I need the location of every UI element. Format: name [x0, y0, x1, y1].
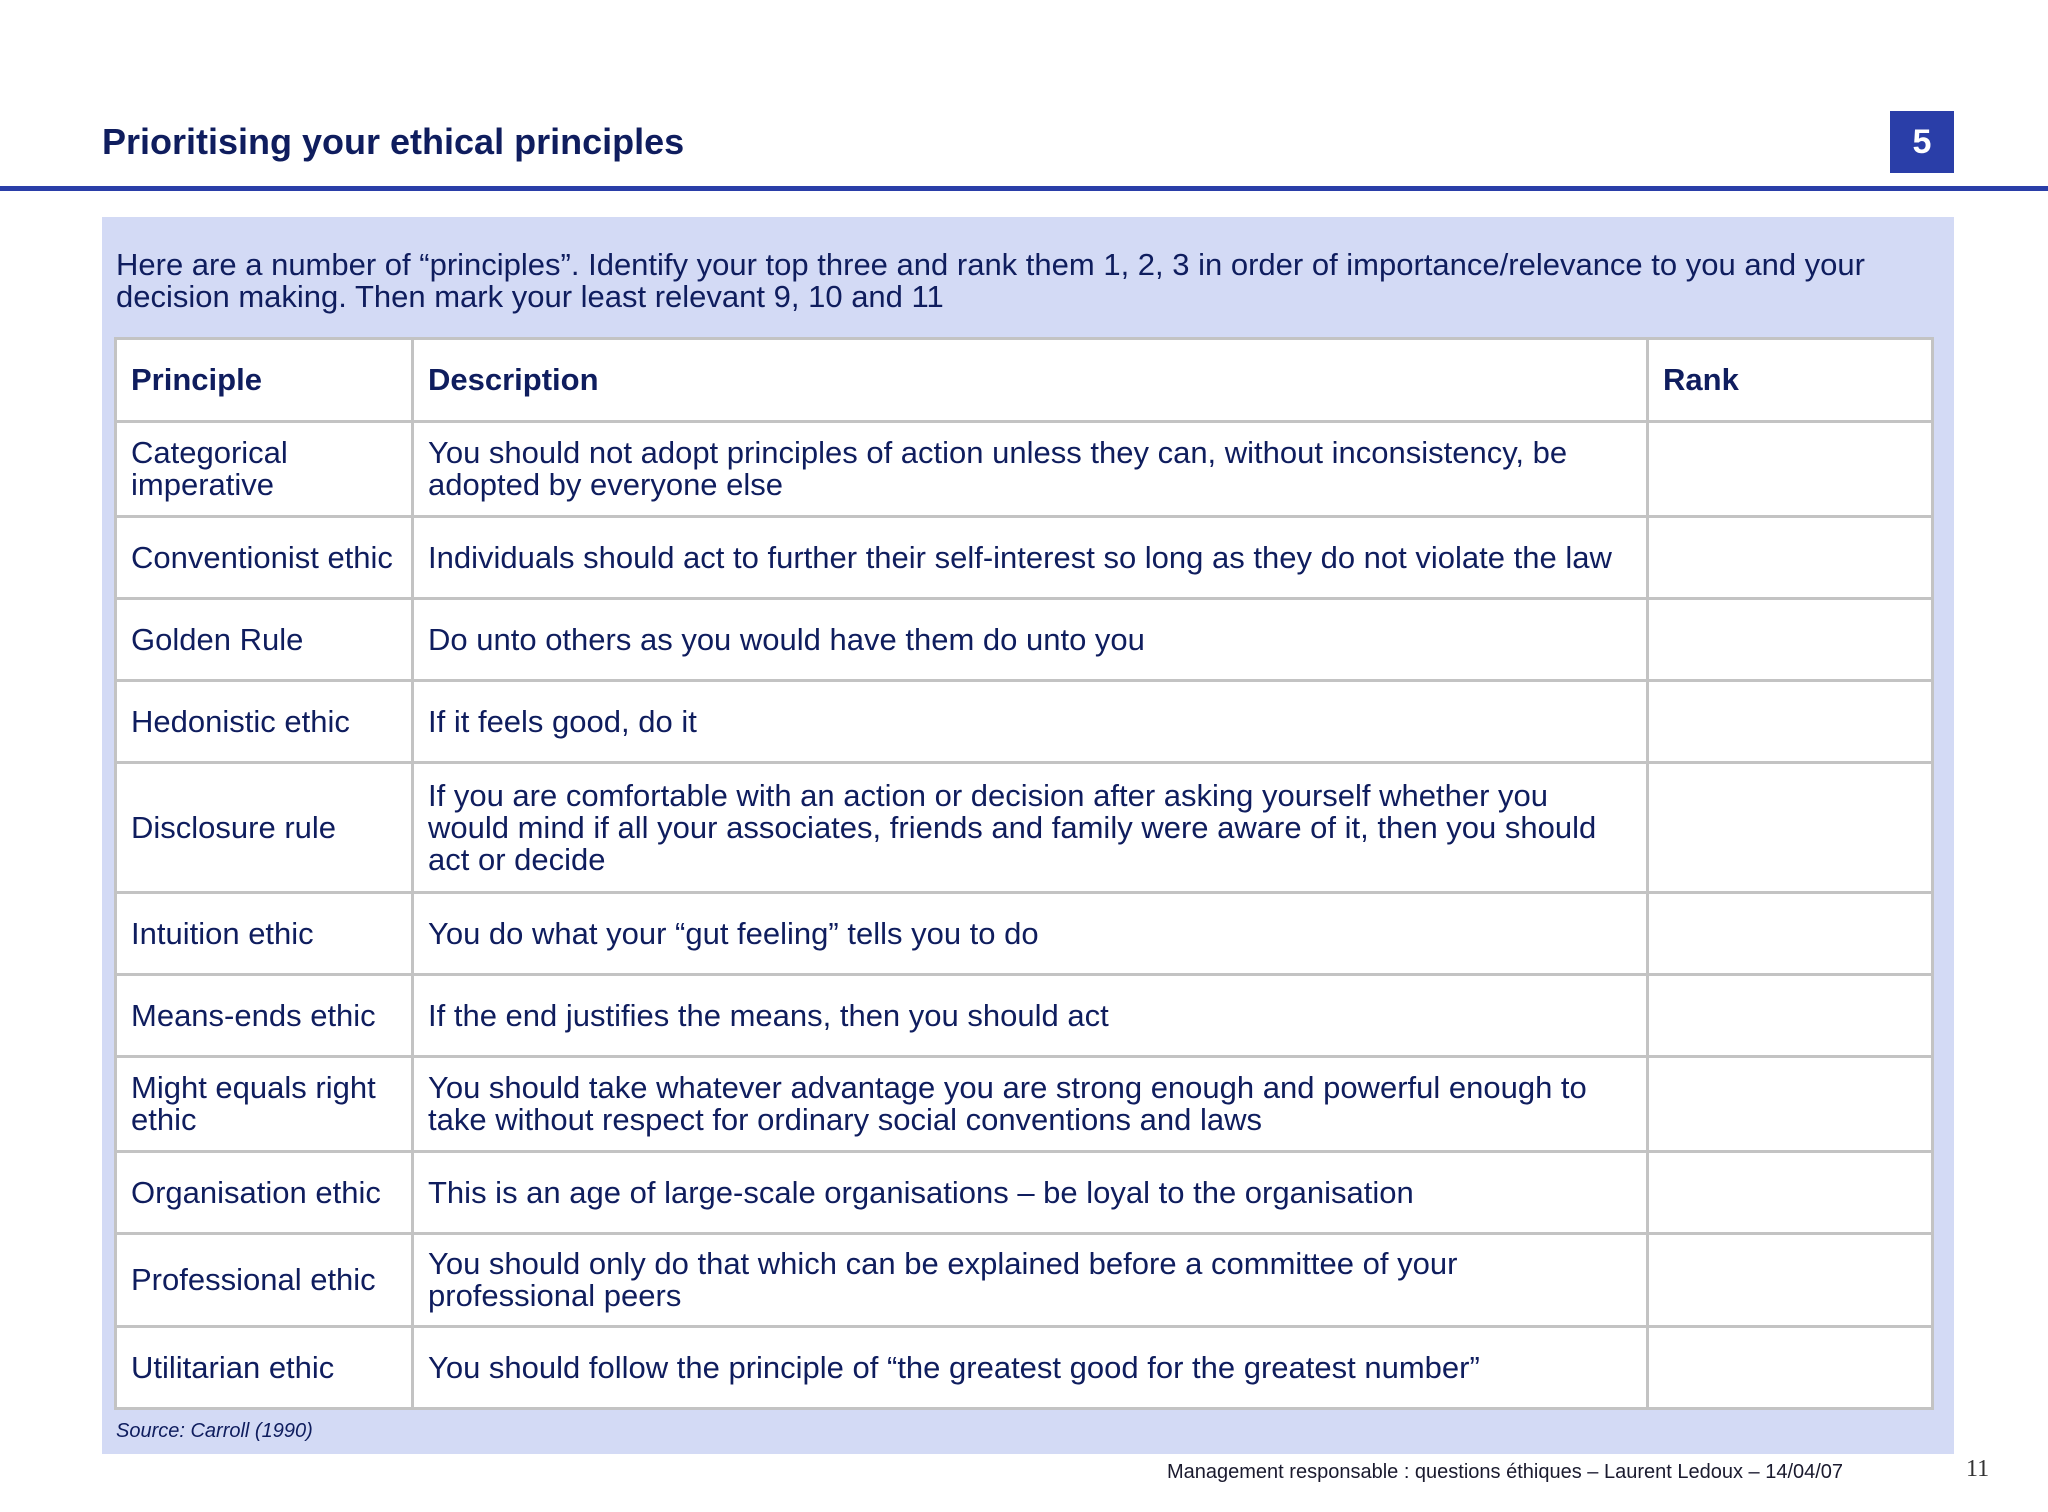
- rank-cell[interactable]: [1648, 681, 1933, 763]
- description-cell: You should follow the principle of “the greatest good for the greatest number”: [413, 1327, 1648, 1409]
- slide-title: Prioritising your ethical principles: [102, 121, 685, 162]
- table-row: [116, 1327, 1933, 1409]
- rank-cell[interactable]: [1648, 422, 1933, 517]
- principle-cell: Organisation ethic: [116, 1152, 413, 1234]
- table-row: [116, 422, 1933, 517]
- principle-cell: Conventionist ethic: [116, 517, 413, 599]
- content-panel: [102, 217, 1954, 1454]
- table-row: [116, 763, 1933, 893]
- principle-cell: Hedonistic ethic: [116, 681, 413, 763]
- page-number: 11: [1966, 1456, 1990, 1482]
- footer-text: Management responsable : questions éthiques – Laurent Ledoux – 14/04/07: [1167, 1461, 1844, 1483]
- description-cell: If the end justifies the means, then you should act: [413, 975, 1648, 1057]
- description-cell: If you are comfortable with an action or decision after asking yourself whether you would mind if all your associates, friends and family were aware of it, then you should act or decide: [413, 763, 1648, 893]
- rank-cell[interactable]: [1648, 517, 1933, 599]
- table-row: [116, 1234, 1933, 1327]
- table-row: [116, 599, 1933, 681]
- principle-cell: Utilitarian ethic: [116, 1327, 413, 1409]
- description-cell: You do what your “gut feeling” tells you to do: [413, 893, 1648, 975]
- table-header-row: [116, 339, 1933, 422]
- rank-cell[interactable]: [1648, 1152, 1933, 1234]
- principle-cell: Disclosure rule: [116, 763, 413, 893]
- instructions-text: Here are a number of “principles”. Identify your top three and rank them 1, 2, 3 in order of importance/relevance to you and your decision making. Then mark your least relevant 9, 10 and 11: [116, 247, 1865, 314]
- table-row: [116, 1057, 1933, 1152]
- header-description: Description: [413, 339, 1648, 422]
- table-row: [116, 517, 1933, 599]
- rank-cell[interactable]: [1648, 893, 1933, 975]
- description-cell: You should only do that which can be explained before a committee of your professional peers: [413, 1234, 1648, 1327]
- table-row: [116, 681, 1933, 763]
- description-cell: You should not adopt principles of action unless they can, without inconsistency, be adopted by everyone else: [413, 422, 1648, 517]
- section-number-badge: 5: [1890, 111, 1954, 173]
- principle-cell: Categorical imperative: [116, 422, 413, 517]
- description-cell: This is an age of large-scale organisations – be loyal to the organisation: [413, 1152, 1648, 1234]
- principle-cell: Professional ethic: [116, 1234, 413, 1327]
- principle-cell: Golden Rule: [116, 599, 413, 681]
- description-cell: If it feels good, do it: [413, 681, 1648, 763]
- table-row: [116, 975, 1933, 1057]
- title-divider: [0, 186, 2048, 191]
- principle-cell: Intuition ethic: [116, 893, 413, 975]
- description-cell: Individuals should act to further their self-interest so long as they do not violate the law: [413, 517, 1648, 599]
- rank-cell[interactable]: [1648, 763, 1933, 893]
- rank-cell[interactable]: [1648, 1234, 1933, 1327]
- table-row: [116, 1152, 1933, 1234]
- principles-table: [114, 337, 1934, 1410]
- table-row: [116, 893, 1933, 975]
- header-rank: Rank: [1648, 339, 1933, 422]
- principle-cell: Might equals right ethic: [116, 1057, 413, 1152]
- principle-cell: Means-ends ethic: [116, 975, 413, 1057]
- source-citation: Source: Carroll (1990): [116, 1420, 313, 1442]
- rank-cell[interactable]: [1648, 599, 1933, 681]
- rank-cell[interactable]: [1648, 1057, 1933, 1152]
- description-cell: Do unto others as you would have them do unto you: [413, 599, 1648, 681]
- rank-cell[interactable]: [1648, 1327, 1933, 1409]
- header-principle: Principle: [116, 339, 413, 422]
- description-cell: You should take whatever advantage you are strong enough and powerful enough to take without respect for ordinary social conventions and laws: [413, 1057, 1648, 1152]
- rank-cell[interactable]: [1648, 975, 1933, 1057]
